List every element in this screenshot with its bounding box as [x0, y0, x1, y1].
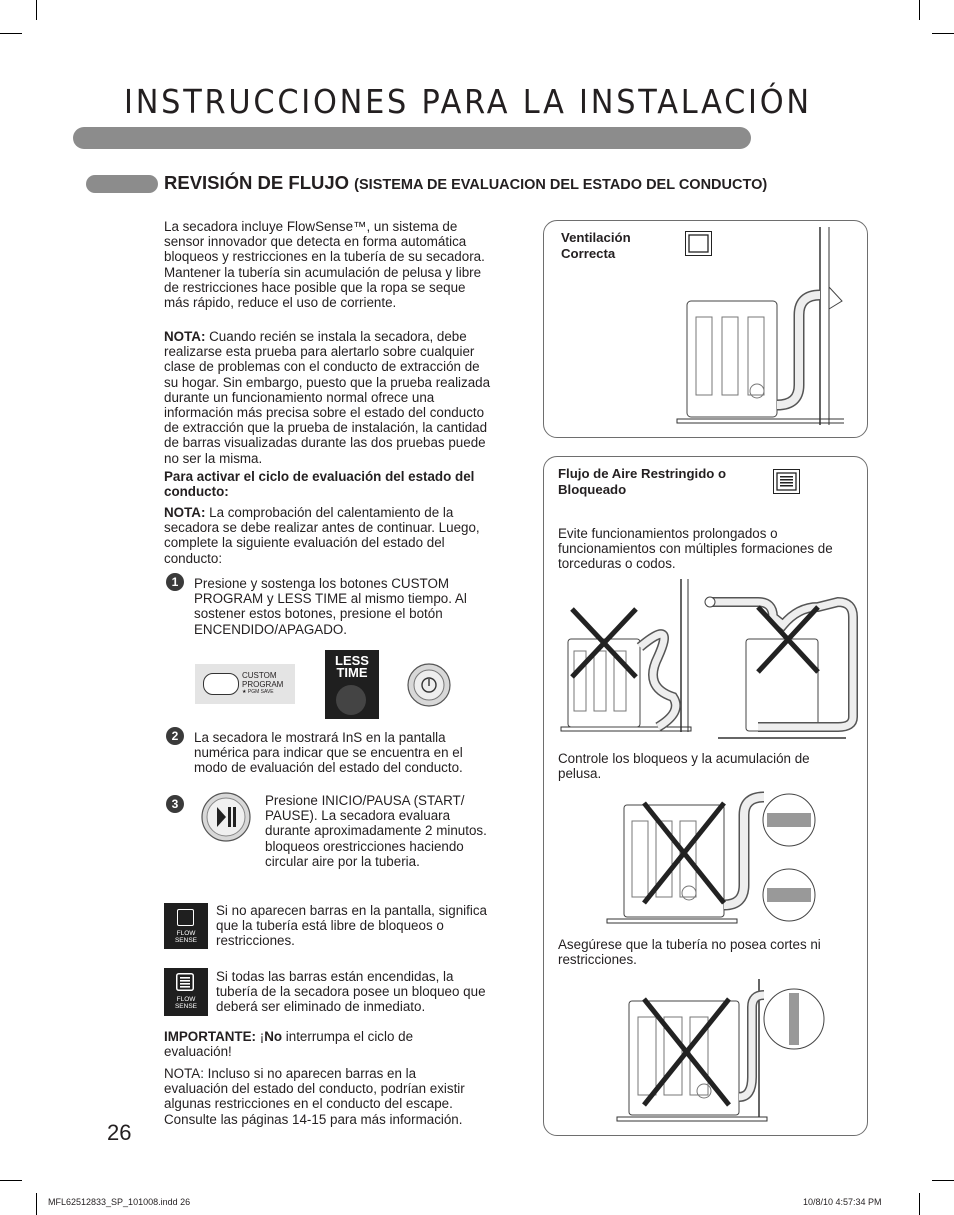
bars-outline-icon — [177, 909, 194, 926]
intro-paragraph: La secadora incluye FlowSense™, un sistema de sensor innovador que detecta en forma automática bloqueos y restricciones en la tubería de su secadora. Mantener la tubería sin acumulación de pelusa y libre de restricciones hace posible que la ropa se seque más rápido, reduce el uso de corriente. — [164, 219, 485, 311]
label-line: SENSE — [174, 937, 198, 944]
label-line: LESS — [335, 653, 369, 668]
crop-mark — [932, 33, 954, 34]
power-button-icon — [406, 662, 452, 708]
less-time-button — [325, 650, 379, 719]
step-3-number: 3 — [166, 795, 184, 813]
label-line: PROGRAM — [242, 680, 284, 689]
crop-mark — [919, 1193, 920, 1215]
flowsense-full-icon — [164, 968, 208, 1016]
label-line: CUSTOM — [242, 671, 277, 680]
section-marker — [86, 175, 158, 193]
custom-program-button — [195, 664, 295, 704]
kinked-duct-illustration — [558, 577, 858, 742]
importante-text: interrumpa el ciclo de evaluación! — [164, 1029, 414, 1060]
flowsense-label — [164, 996, 208, 1010]
round-button-icon — [336, 685, 366, 715]
lint-blocked-illustration — [604, 785, 824, 930]
footer-timestamp: 10/8/10 4:57:34 PM — [803, 1197, 882, 1207]
panel-text-cuts: Asegúrese que la tubería no posea cortes ni restricciones. — [558, 937, 821, 968]
importante-note — [164, 1029, 454, 1059]
flowsense-empty-icon — [164, 903, 208, 949]
title-underline-bar — [73, 127, 751, 149]
note-label: NOTA: — [164, 505, 206, 520]
crop-mark — [0, 1180, 22, 1181]
section-subtitle: (SISTEMA DE EVALUACION DEL ESTADO DEL CONDUCTO) — [354, 177, 768, 193]
step-3-text: Presione INICIO/PAUSA (START/ PAUSE). La secadora evaluara durante aproximadamente 2 minutos. bloqueos orestricciones haciendo circular aire por la tuberia. — [265, 793, 487, 869]
importante-no: No — [264, 1029, 283, 1044]
section-heading — [164, 172, 767, 194]
crop-mark — [0, 33, 22, 34]
page-number: 26 — [107, 1120, 132, 1145]
panel-text-kinks: Evite funcionamientos prolongados o funcionamientos con múltiples formaciones de torceduras o codos. — [558, 526, 833, 572]
page-title: INSTRUCCIONES PARA LA INSTALACIÓN — [124, 82, 812, 121]
importante-label: IMPORTANTE: — [164, 1029, 256, 1044]
note-restrictions: NOTA: Incluso si no aparecen barras en la evaluación del estado del conducto, podrían existir algunas restricciones en el conducto del escape. Consulte las páginas 14-15 para más información. — [164, 1066, 465, 1127]
flowsense-label — [164, 930, 208, 944]
start-pause-button-icon — [200, 791, 252, 843]
step-1-text: Presione y sostenga los botones CUSTOM PROGRAM y LESS TIME al mismo tiempo. Al sostener estos botones, presione el botón ENCENDIDO/APAGADO. — [194, 576, 467, 637]
crop-mark — [36, 0, 37, 20]
flow-all-bars-text: Si todas las barras están encendidas, la tubería de la secadora posee un bloqueo que deberá ser eliminado de inmediato. — [216, 969, 486, 1015]
bars-full-icon — [176, 973, 194, 991]
label-line: SENSE — [174, 1003, 198, 1010]
crop-mark — [36, 1193, 37, 1215]
label-line: FLOW — [176, 930, 196, 937]
step-2-number: 2 — [166, 727, 184, 745]
crop-mark — [932, 1180, 954, 1181]
label-line: FLOW — [176, 996, 196, 1003]
crushed-duct-illustration — [614, 977, 834, 1127]
panel-title: Flujo de Aire Restringido o Bloqueado — [558, 466, 727, 497]
flow-no-bars-text: Si no aparecen barras en la pantalla, significa que la tubería está libre de bloqueos o restricciones. — [216, 903, 487, 949]
panel-title: Ventilación Correcta — [561, 230, 631, 261]
step-2-text: La secadora le mostrará InS en la pantalla numérica para indicar que se encuentra en el modo de evaluación del estado del conducto. — [194, 730, 463, 776]
note-install — [164, 329, 494, 466]
note-label: NOTA: — [164, 329, 206, 344]
panel-correct-venting — [543, 220, 868, 438]
activate-heading: Para activar el ciclo de evaluación del estado del conducto: — [164, 469, 475, 500]
crop-mark — [919, 0, 920, 20]
importante-text: ¡ — [256, 1029, 265, 1044]
note-text: La comprobación del calentamiento de la secadora se debe realizar antes de continuar. Luego, complete la siguiente evaluación del estado del conducto: — [164, 505, 480, 566]
footer-file: MFL62512833_SP_101008.indd 26 — [48, 1197, 191, 1207]
step-1-number: 1 — [166, 573, 184, 591]
custom-program-label — [242, 671, 283, 696]
note-warmup — [164, 505, 494, 566]
note-text: Cuando recién se instala la secadora, debe realizarse esta prueba para alertarlo sobre cualquier clase de problemas con el conducto de extracción de su hogar. Sin embargo, puesto que la prueba realizada durante un funcionamiento normal ofrece una información más precisa sobre el estado del conducto de extracción que la prueba de instalación, la cantidad de barras visualizadas durante las dos pruebas puede no ser la misma. — [164, 329, 491, 466]
label-line: ★ PGM SAVE — [242, 689, 274, 695]
less-time-label — [325, 655, 379, 679]
label-line: TIME — [336, 665, 368, 680]
section-title: REVISIÓN DE FLUJO — [164, 172, 350, 193]
panel-restricted-airflow — [543, 456, 868, 1136]
full-bars-icon — [773, 469, 800, 494]
dryer-correct-illustration — [674, 225, 844, 431]
button-oval-icon — [203, 673, 239, 695]
panel-text-lint: Controle los bloqueos y la acumulación de pelusa. — [558, 751, 810, 782]
